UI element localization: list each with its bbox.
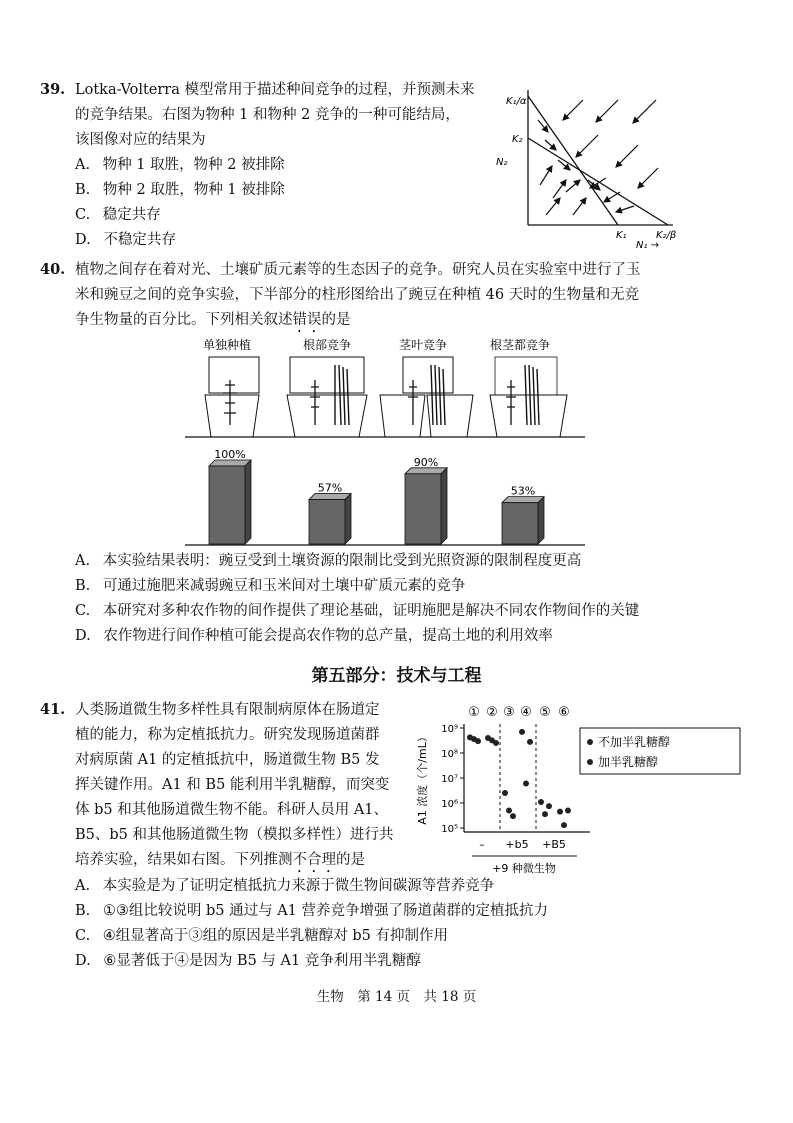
option-letter: A. <box>75 157 91 173</box>
setup-title: 根茎都竞争 <box>489 338 551 352</box>
bar-side <box>441 468 447 544</box>
bar-side <box>538 497 544 544</box>
data-point <box>510 813 516 819</box>
y-tick-label: 10⁶ <box>441 799 458 810</box>
data-point <box>561 822 567 828</box>
data-point <box>565 808 571 814</box>
bar-side <box>245 460 251 544</box>
section-title: 第五部分：技术与工程 <box>311 666 482 686</box>
option-letter: D. <box>75 232 91 248</box>
y-tick-label: 10⁵ <box>441 824 458 835</box>
stem-line: 植的能力，称为定植抵抗力。研究发现肠道菌群 <box>75 727 380 743</box>
option-c[interactable] <box>75 601 639 621</box>
x-group-label: – <box>479 838 485 851</box>
option-text: 物种 2 取胜，物种 1 被排除 <box>102 182 285 198</box>
y-tick-label: 10⁸ <box>441 749 458 760</box>
data-point <box>502 790 508 796</box>
option-text: ①③组比较说明 b5 通过与 A1 营养竞争增强了肠道菌群的定植抵抗力 <box>102 903 549 919</box>
stem-line: 体 b5 和其他肠道微生物不能。科研人员用 A1、 <box>75 802 389 818</box>
data-point <box>538 799 544 805</box>
group-label: ② <box>486 705 498 720</box>
bar <box>309 500 345 544</box>
stem-line: 米和豌豆之间的竞争实验，下半部分的柱形图给出了豌豆在种植 46 天时的生物量和无竞 <box>75 287 640 303</box>
y-tick-label: 10⁷ <box>441 774 458 785</box>
option-b[interactable] <box>75 901 548 921</box>
option-text: 不稳定共存 <box>103 232 176 248</box>
option-letter: C. <box>75 207 91 223</box>
data-point <box>527 739 533 745</box>
legend-marker <box>587 759 593 765</box>
option-text: ⑥显著低于④是因为 B5 与 A1 竞争利用半乳糖醇 <box>103 953 421 969</box>
option-letter: A. <box>75 553 91 569</box>
bar <box>405 474 441 544</box>
label-k2-beta: K₂/β <box>656 230 677 241</box>
option-d[interactable] <box>75 230 176 250</box>
group-label: ① <box>468 705 480 720</box>
label-n2: N₂ <box>496 157 508 168</box>
bar <box>502 503 538 544</box>
data-point <box>471 736 477 742</box>
data-point <box>542 811 548 817</box>
option-letter: D. <box>75 628 91 644</box>
data-point <box>489 737 495 743</box>
emphasis-text: 不合理 <box>292 852 336 868</box>
option-letter: B. <box>75 182 91 198</box>
setup-title: 茎叶竞争 <box>398 338 448 352</box>
label-n1: N₁ → <box>636 240 660 250</box>
stem-line: 人类肠道微生物多样性具有限制病原体在肠道定 <box>75 702 380 718</box>
data-point <box>519 729 525 735</box>
legend-label: 加半乳糖醇 <box>598 755 659 769</box>
y-axis-label: A1 浓度（个/mL） <box>416 731 429 825</box>
option-a[interactable] <box>75 876 494 896</box>
y-tick-label: 10⁹ <box>441 724 458 735</box>
setup-shoot <box>380 357 473 437</box>
legend-marker <box>587 739 593 745</box>
group-label: ③ <box>503 705 515 720</box>
question-number: 41. <box>40 701 66 718</box>
option-a[interactable] <box>75 551 581 571</box>
group-label: ⑥ <box>558 705 570 720</box>
option-b[interactable] <box>75 576 465 596</box>
x-group-label: +b5 <box>505 838 529 851</box>
option-text: 物种 1 取胜，物种 2 被排除 <box>102 157 285 173</box>
label-k1-alpha: K₁/α <box>506 96 527 107</box>
stem-line: 对病原菌 A1 的定植抵抗中，肠道微生物 B5 发 <box>75 752 380 768</box>
stem-line: 争生物量的百分比。下列相关叙述错误的是 <box>75 312 351 328</box>
lotka-volterra-diagram <box>488 80 688 250</box>
data-point <box>546 803 552 809</box>
option-letter: D. <box>75 953 91 969</box>
option-text: 本实验结果表明：豌豆受到土壤资源的限制比受到光照资源的限制程度更高 <box>102 553 582 569</box>
bar-value-label: 53% <box>510 484 536 498</box>
label-k2: K₂ <box>512 134 523 145</box>
option-text: 本研究对多种农作物的间作提供了理论基础，证明施肥是解决不同农作物间作的关键 <box>102 603 640 619</box>
option-letter: B. <box>75 578 91 594</box>
stem-line: 挥关键作用。A1 和 B5 能利用半乳糖醇，而突变 <box>75 777 390 793</box>
bar-value-label: 90% <box>413 455 439 469</box>
data-point <box>506 808 512 814</box>
bar-value-label: 57% <box>317 481 343 495</box>
data-point <box>523 781 529 787</box>
data-point <box>557 809 563 815</box>
x-group-label: +B5 <box>542 838 566 851</box>
option-text: 本实验是为了证明定植抵抗力来源于微生物间碳源等营养竞争 <box>102 878 495 894</box>
stem-line: 该图像对应的结果为 <box>75 132 206 148</box>
question-number: 40. <box>40 261 66 278</box>
option-letter: C. <box>75 928 91 944</box>
option-c[interactable] <box>75 205 161 225</box>
setup-title: 根部竞争 <box>302 338 352 352</box>
setup-title: 单独种植 <box>202 338 252 352</box>
option-c[interactable] <box>75 926 448 946</box>
a1-concentration-chart <box>412 700 752 878</box>
stem-line: B5、b5 和其他肠道微生物（模拟多样性）进行共 <box>75 827 394 843</box>
plant-competition-illustration <box>175 335 595 443</box>
stem-line: 的竞争结果。右图为物种 1 和物种 2 竞争的一种可能结局， <box>75 107 460 123</box>
x-caption: +9 种微生物 <box>492 862 556 875</box>
option-text: 可通过施肥来减弱豌豆和玉米间对土壤中矿质元素的竞争 <box>102 578 466 594</box>
stem-line: 培养实验，结果如右图。下列推测不合理的是 <box>75 852 365 868</box>
group-label: ⑤ <box>539 705 551 720</box>
option-text: 农作物进行间作种植可能会提高农作物的总产量，提高土地的利用效率 <box>103 628 553 644</box>
option-a[interactable] <box>75 155 285 175</box>
setup-both <box>490 357 567 437</box>
option-letter: A. <box>75 878 91 894</box>
bar-side <box>345 494 351 544</box>
option-letter: B. <box>75 903 91 919</box>
bar <box>209 466 245 544</box>
option-b[interactable] <box>75 180 285 200</box>
bar-value-label: 100% <box>214 448 246 461</box>
option-text: ④组显著高于③组的原因是半乳糖醇对 b5 有抑制作用 <box>102 928 449 944</box>
option-d[interactable] <box>75 626 553 646</box>
stem-line: 植物之间存在着对光、土壤矿质元素等的生态因子的竞争。研究人员在实验室中进行了玉 <box>75 262 641 278</box>
option-letter: C. <box>75 603 91 619</box>
stem-line: Lotka-Volterra 模型常用于描述种间竞争的过程，并预测未来 <box>75 82 475 98</box>
legend-label: 不加半乳糖醇 <box>598 735 671 749</box>
label-k1: K₁ <box>616 230 627 241</box>
isocline-species-1 <box>528 96 618 225</box>
setup-single <box>205 357 259 437</box>
page-footer: 生物 第 14 页 共 18 页 <box>316 989 477 1005</box>
setup-root <box>287 357 367 437</box>
group-label: ④ <box>520 705 532 720</box>
option-text: 稳定共存 <box>102 207 161 223</box>
emphasis-text: 错误 <box>292 312 322 328</box>
biomass-bar-chart <box>175 444 595 549</box>
trajectory-arrows <box>538 100 658 215</box>
question-number: 39. <box>40 81 66 98</box>
option-d[interactable] <box>75 951 421 971</box>
